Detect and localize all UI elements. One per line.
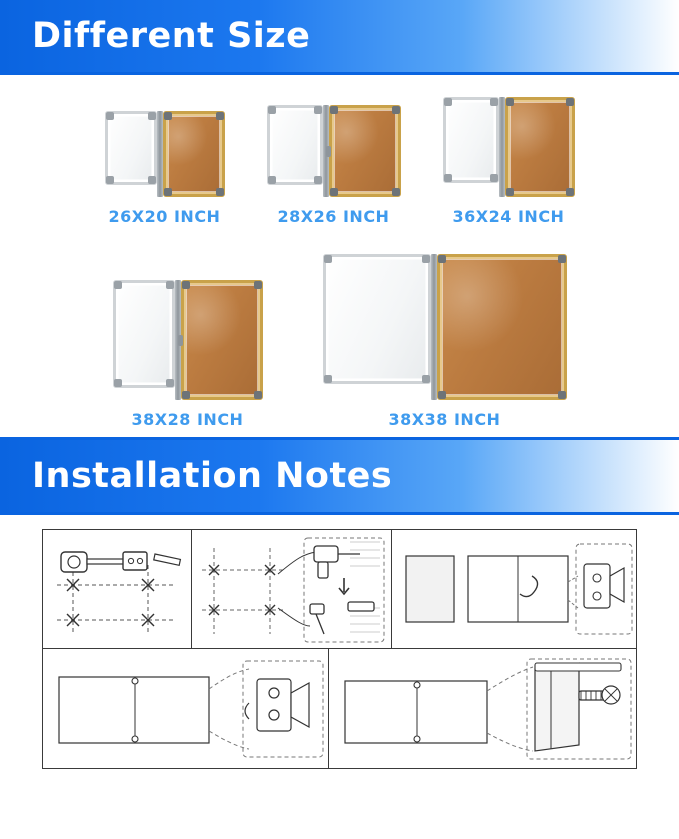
installation-row-1 xyxy=(42,529,637,649)
frame-corner xyxy=(566,188,574,196)
frame-corner xyxy=(330,106,338,114)
tape-measure-icon xyxy=(43,530,192,649)
screw-icon xyxy=(329,649,637,769)
frame-corner xyxy=(490,98,498,106)
size-caption: 38X38 INCH xyxy=(388,410,501,429)
frame-corner xyxy=(422,375,430,383)
leaf-inner-border xyxy=(448,102,494,178)
frame-corner xyxy=(506,188,514,196)
leaf-inner-border xyxy=(334,110,396,192)
frame-corner xyxy=(392,106,400,114)
frame-corner xyxy=(148,176,156,184)
leaf-inner-border xyxy=(168,116,220,192)
size-row-1 xyxy=(10,97,669,226)
step-drill-holes xyxy=(192,529,392,649)
bracket-icon xyxy=(392,530,637,649)
size-row-2 xyxy=(10,254,669,429)
whiteboard-leaf xyxy=(113,280,175,388)
frame-corner xyxy=(422,255,430,263)
size-item-38x28 xyxy=(113,280,263,429)
step-hang-board-on-brackets xyxy=(42,649,329,769)
leaf-inner-border xyxy=(110,116,152,180)
step-secure-with-screws xyxy=(329,649,637,769)
board-illustration xyxy=(323,254,567,400)
hang-board-icon xyxy=(43,649,329,769)
frame-corner xyxy=(506,98,514,106)
size-caption: 36X24 INCH xyxy=(452,207,565,226)
frame-corner xyxy=(566,98,574,106)
installation-notes-banner xyxy=(0,440,679,512)
size-caption: 38X28 INCH xyxy=(131,410,244,429)
step-measure-and-mark xyxy=(42,529,192,649)
step-attach-wall-brackets xyxy=(392,529,637,649)
frame-corner xyxy=(330,188,338,196)
leaf-inner-border xyxy=(328,259,426,379)
board-illustration xyxy=(113,280,263,400)
lock-icon xyxy=(326,146,331,157)
frame-corner xyxy=(438,255,446,263)
size-caption: 26X20 INCH xyxy=(108,207,221,226)
leaf-inner-border xyxy=(186,285,258,395)
board-illustration xyxy=(443,97,575,197)
board-illustration xyxy=(105,111,225,197)
corkboard-leaf xyxy=(437,254,567,400)
size-item-38x38 xyxy=(323,254,567,429)
frame-corner xyxy=(106,112,114,120)
size-variants-section xyxy=(0,75,679,437)
frame-corner xyxy=(164,112,172,120)
hinge xyxy=(431,254,437,400)
installation-diagram-grid xyxy=(0,515,679,779)
size-caption: 28X26 INCH xyxy=(277,207,390,226)
frame-corner xyxy=(444,98,452,106)
frame-corner xyxy=(216,188,224,196)
frame-corner xyxy=(324,375,332,383)
drill-icon xyxy=(192,530,392,649)
page-title-different-size: Different Size xyxy=(32,16,311,56)
frame-corner xyxy=(106,176,114,184)
frame-corner xyxy=(558,391,566,399)
frame-corner xyxy=(182,391,190,399)
frame-corner xyxy=(254,391,262,399)
corkboard-leaf xyxy=(329,105,401,197)
frame-corner xyxy=(314,106,322,114)
frame-corner xyxy=(114,379,122,387)
leaf-inner-border xyxy=(510,102,570,192)
frame-corner xyxy=(268,176,276,184)
size-item-28x26 xyxy=(267,105,401,226)
frame-corner xyxy=(164,188,172,196)
hinge xyxy=(499,97,505,197)
frame-corner xyxy=(268,106,276,114)
frame-corner xyxy=(254,281,262,289)
size-item-26x20 xyxy=(105,111,225,226)
hinge xyxy=(157,111,163,197)
lock-icon xyxy=(178,335,183,346)
frame-corner xyxy=(182,281,190,289)
whiteboard-leaf xyxy=(267,105,323,185)
board-illustration xyxy=(267,105,401,197)
corkboard-leaf xyxy=(163,111,225,197)
frame-corner xyxy=(392,188,400,196)
frame-corner xyxy=(324,255,332,263)
page-title-installation-notes: Installation Notes xyxy=(32,456,393,496)
whiteboard-leaf xyxy=(323,254,431,384)
frame-corner xyxy=(166,281,174,289)
leaf-inner-border xyxy=(118,285,170,383)
whiteboard-leaf xyxy=(443,97,499,183)
frame-corner xyxy=(444,174,452,182)
whiteboard-leaf xyxy=(105,111,157,185)
frame-corner xyxy=(148,112,156,120)
frame-corner xyxy=(558,255,566,263)
frame-corner xyxy=(114,281,122,289)
installation-row-2 xyxy=(42,649,637,769)
size-item-36x24 xyxy=(443,97,575,226)
corkboard-leaf xyxy=(181,280,263,400)
frame-corner xyxy=(490,174,498,182)
leaf-inner-border xyxy=(442,259,562,395)
frame-corner xyxy=(216,112,224,120)
frame-corner xyxy=(166,379,174,387)
leaf-inner-border xyxy=(272,110,318,180)
different-size-banner xyxy=(0,0,679,72)
frame-corner xyxy=(438,391,446,399)
frame-corner xyxy=(314,176,322,184)
corkboard-leaf xyxy=(505,97,575,197)
